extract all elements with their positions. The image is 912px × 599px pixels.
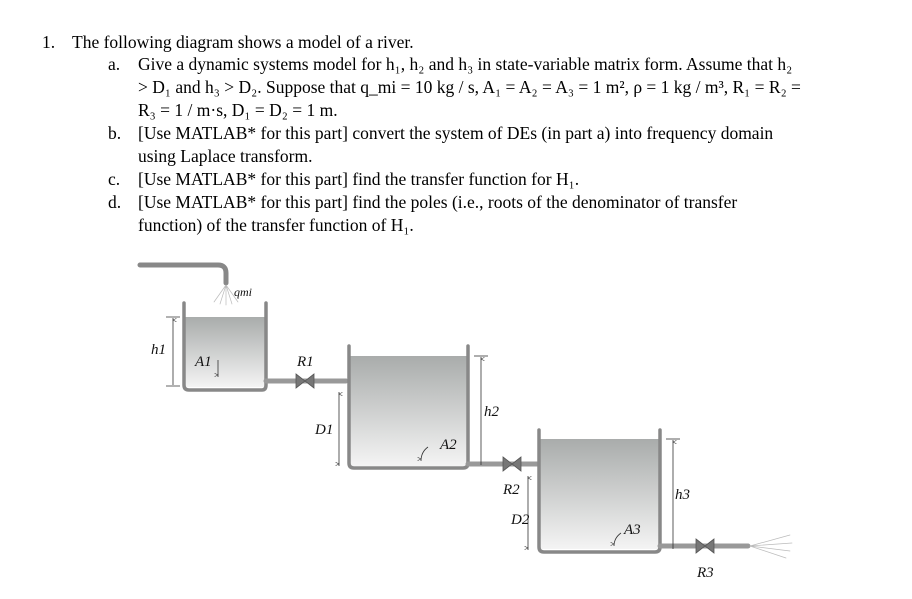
part-d-line-1: [Use MATLAB* for this part] find the poles (i.e., roots of the denominator of transfer (138, 192, 738, 212)
part-b-letter: b. (108, 123, 122, 143)
part-c-letter: c. (108, 169, 121, 189)
outlet-spray (750, 535, 792, 558)
label-d1: D1 (315, 422, 334, 438)
part-d-letter: d. (108, 192, 122, 212)
part-d-line-2: function) of the transfer function of H₁. (138, 215, 414, 235)
label-r3: R3 (697, 565, 714, 581)
part-b-line-2: using Laplace transform. (138, 146, 313, 166)
tank-1-water (185, 317, 265, 387)
part-c-line-1: [Use MATLAB* for this part] find the transfer function for H₁. (138, 169, 580, 189)
part-a-line-2: > D₁ and h₃ > D₂. Suppose that q_mi = 10 kg / s, A₁ = A₂ = A₃ = 1 m², ρ = 1 kg / m³, R₁ = R₂ = (138, 77, 801, 97)
label-h3: h3 (675, 487, 690, 503)
label-r1: R1 (297, 354, 314, 370)
label-qmi: qmi (234, 285, 252, 299)
part-a-line-1: Give a dynamic systems model for h₁, h₂ and h₃ in state-variable matrix form. Assume that h₂ (138, 54, 793, 74)
label-r2: R2 (503, 482, 520, 498)
part-a-line-3: R₃ = 1 / m·s, D₁ = D₂ = 1 m. (138, 100, 338, 120)
question-intro: The following diagram shows a model of a river. (72, 32, 414, 52)
inlet-pipe (140, 265, 226, 283)
part-a-letter: a. (108, 54, 121, 74)
label-h1: h1 (151, 342, 166, 358)
valve-r2-icon (503, 457, 521, 471)
tank-3-water (540, 439, 659, 549)
label-d2: D2 (511, 512, 530, 528)
label-a3: A3 (624, 522, 641, 538)
part-b-line-1: [Use MATLAB* for this part] convert the system of DEs (in part a) into frequency domain (138, 123, 774, 143)
valve-r3-icon (696, 539, 714, 553)
label-a2: A2 (440, 437, 457, 453)
question-number: 1. (42, 32, 56, 52)
valve-r1-icon (296, 374, 314, 388)
label-a1: A1 (195, 354, 212, 370)
label-h2: h2 (484, 404, 499, 420)
